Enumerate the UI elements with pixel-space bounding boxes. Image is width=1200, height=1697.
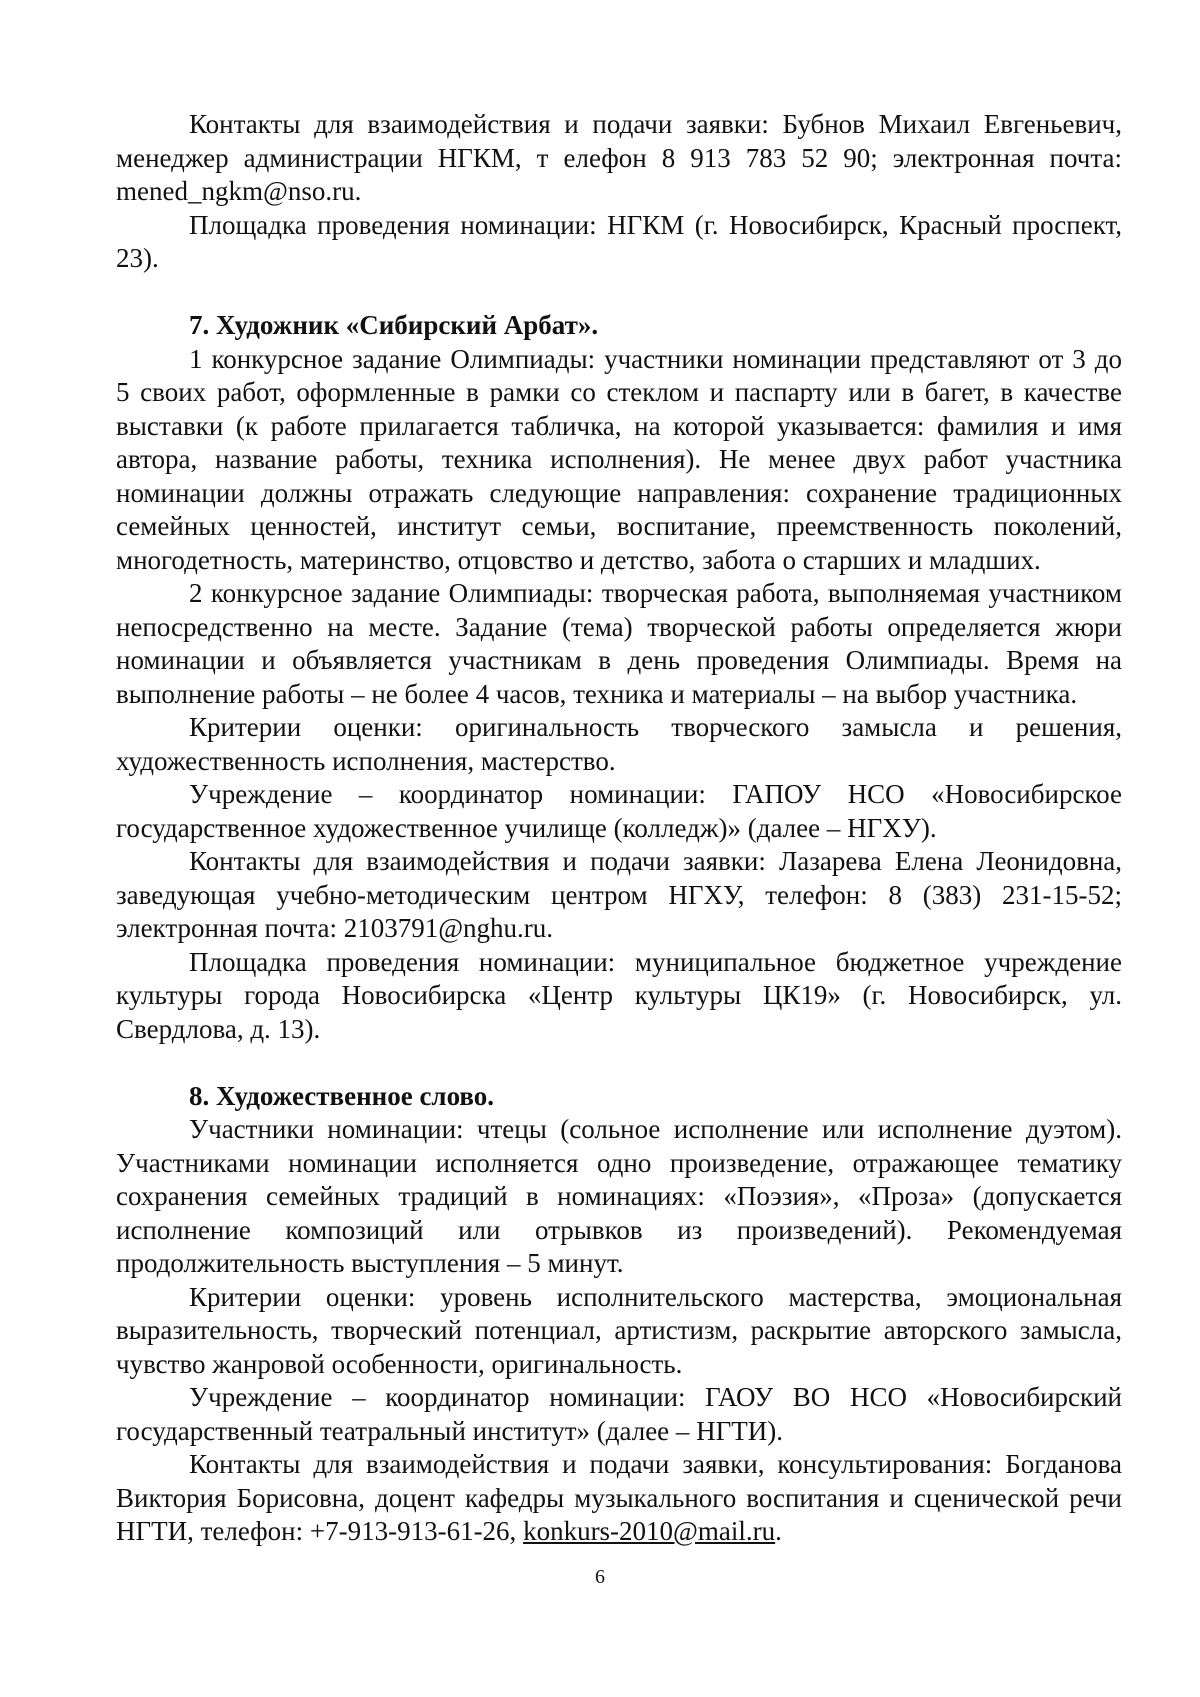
document-page [116,108,1122,1549]
section-7-task-1: 1 конкурсное задание Олимпиады: участники номинации представляют от 3 до 5 своих работ, оформленные в рамки со стеклом и паспарту или в багет, в качестве выставки (к работе прилагается табличка, на которой указывается: фамилия и имя автора, название работы, техника исполнения). Не менее двух работ участника номинации должны отражать следующие направления: сохранение традиционных семейных ценностей, институт семьи, воспитание, преемственность поколений, многодетность, материнство, отцовство и детство, забота о старших и младших. [116,343,1122,575]
section-7-contacts: Контакты для взаимодействия и подачи заявки: Лазарева Елена Леонидовна, заведующая учебно-методическим центром НГХУ, телефон: 8 (383) 231-15-52; электронная почта: 2103791@nghu.ru. [116,846,1122,943]
section-spacer [116,1046,1122,1080]
section-7-criteria: Критерии оценки: оригинальность творческого замысла и решения, художественность исполнения, мастерство. [116,712,1122,776]
section-8-criteria: Критерии оценки: уровень исполнительского мастерства, эмоциональная выразительность, творческий потенциал, артистизм, раскрытие авторского замысла, чувство жанровой особенности, оригинальность. [116,1281,1122,1379]
paragraph-contacts-ngkm: Контакты для взаимодействия и подачи заявки: Бубнов Михаил Евгеньевич, менеджер администрации НГКМ, т елефон 8 913 783 52 90; электронная почта: mened_ngkm@nso.ru. [116,109,1122,206]
section-7-heading: 7. Художник «Сибирский Арбат». [189,310,599,340]
section-8-contacts-end: . [775,1516,782,1546]
paragraph-venue-ngkm: Площадка проведения номинации: НГКМ (г. Новосибирск, Красный проспект, 23). [116,209,1122,273]
section-8-heading: 8. Художественное слово. [189,1080,495,1111]
section-spacer [116,276,1122,310]
section-7-task-2: 2 конкурсное задание Олимпиады: творческая работа, выполняемая участником непосредственно на месте. Задание (тема) творческой работы определяется жюри номинации и объявляется участникам в день проведения Олимпиады. Время на выполнение работы – не более 4 часов, техника и материалы – на выбор участника. [116,578,1122,709]
section-8-contacts-text: Контакты для взаимодействия и подачи заявки, консультирования: Богданова Виктория Борисовна, доцент кафедры музыкального воспитания и сценической речи НГТИ, телефон: +7-913-913-61-26, [116,1449,1122,1546]
section-8-participants: Участники номинации: чтецы (сольное исполнение или исполнение дуэтом). Участниками номинации исполняется одно произведение, отражающее тематику сохранения семейных традиций в номинациях: «Поэзия», «Проза» (допускается исполнение композиций или отрывков из произведений). Рекомендуемая продолжительность выступления – 5 минут. [116,1114,1122,1278]
section-7-venue: Площадка проведения номинации: муниципальное бюджетное учреждение культуры города Новосибирска «Центр культуры ЦК19» (г. Новосибирск, ул. Свердлова, д. 13). [116,946,1122,1044]
section-7-coordinator: Учреждение – координатор номинации: ГАПОУ НСО «Новосибирское государственное художественное училище (колледж)» (далее – НГХУ). [116,779,1122,843]
section-8-contacts [116,1448,1122,1549]
page-number: 6 [595,1566,605,1588]
section-8-coordinator: Учреждение – координатор номинации: ГАОУ ВО НСО «Новосибирский государственный театральный институт» (далее – НГТИ). [116,1382,1122,1446]
email-link[interactable]: konkurs-2010@mail.ru [523,1516,776,1546]
